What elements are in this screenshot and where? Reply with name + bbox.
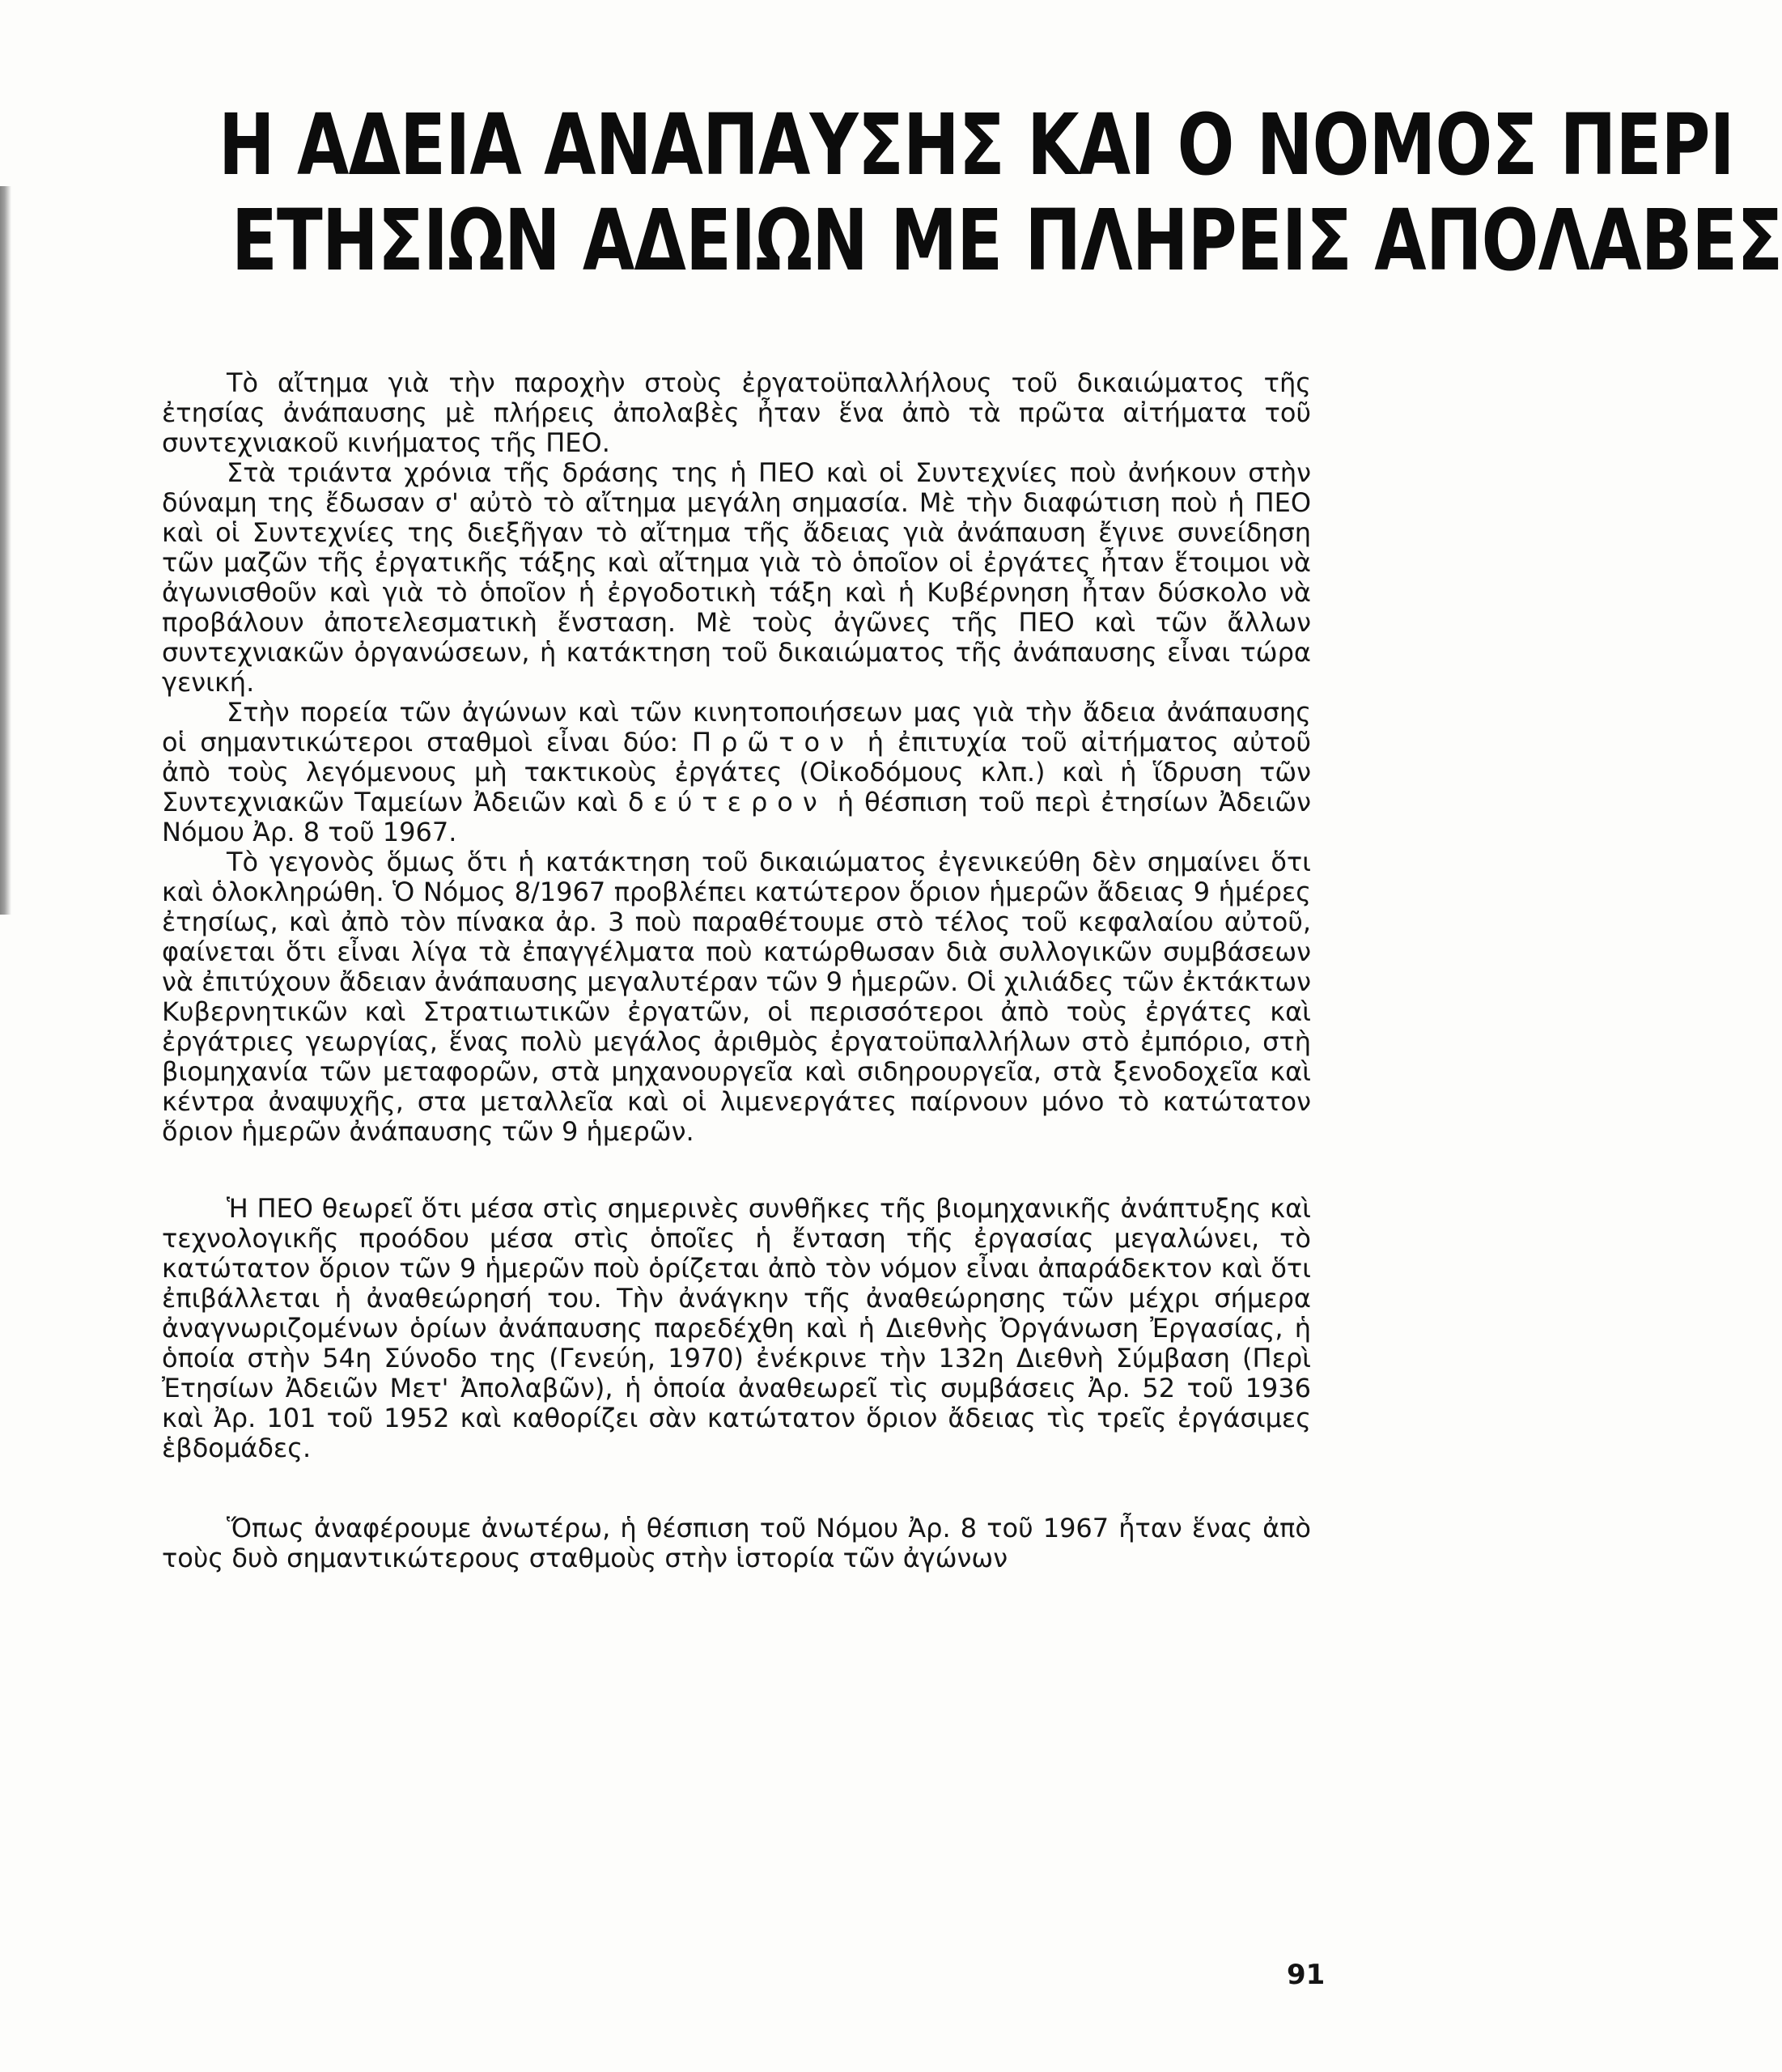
paragraph-1: Τὸ αἴτημα γιὰ τὴν παροχὴν στοὺς ἐργατοϋπαλλήλους τοῦ δικαιώματος τῆς ἐτησίας ἀνάπαυσης μὲ πλήρεις ἀπολαβὲς ἦταν ἕνα ἀπὸ τὰ πρῶτα αἰτήματα τοῦ συντεχνιακοῦ κινήματος τῆς ΠΕΟ. — [162, 367, 1311, 458]
paragraph-3-text-b: ἡ ἐπιτυχία τοῦ αἰτήματος αὐτοῦ ἀπὸ τοὺς λεγόμενους μὴ τακτικοὺς ἐργάτες (Οἰκοδόμους κλπ.) καὶ ἡ ἵδρυση τῶν Συντεχνιακῶν Ταμείων Ἀδειῶν καὶ — [162, 727, 1311, 817]
paragraph-3-text-c: ἡ θέσπιση τοῦ περὶ ἐτησίων Ἀδειῶν Νόμου Ἀρ. 8 τοῦ 1967. — [162, 787, 1312, 847]
page-title — [219, 96, 1782, 290]
paragraph-3-second-spaced: δεύτερον — [628, 787, 827, 817]
title-line-1: Η ΑΔΕΙΑ ΑΝΑΠΑΥΣΗΣ ΚΑΙ Ο ΝΟΜΟΣ ΠΕΡΙ — [219, 96, 1734, 194]
paragraph-3-text-a: Στὴν πορεία τῶν ἀγώνων καὶ τῶν κινητοποιήσεων μας γιὰ τὴν ἄδεια ἀνάπαυσης οἱ σημαντικώτεροι σταθμοὶ εἶναι δύο: — [162, 697, 1311, 758]
body-text — [162, 368, 1311, 1573]
paragraph-3-first-spaced: Πρῶτον — [692, 727, 854, 758]
paragraph-5: Ἡ ΠΕΟ θεωρεῖ ὅτι μέσα στὶς σημερινὲς συνθῆκες τῆς βιομηχανικῆς ἀνάπτυξης καὶ τεχνολογικῆς προόδου μέσα στὶς ὁποῖες ἡ ἔνταση τῆς ἐργασίας μεγαλώνει, τὸ κατώτατον ὅριον τῶν 9 ἡμερῶν ποὺ ὁρίζεται ἀπὸ τὸν νόμον εἶναι ἀπαράδεκτον καὶ ὅτι ἐπιβάλλεται ἡ ἀναθεώρησή του. Τὴν ἀνάγκην τῆς ἀναθεώρησης τῶν μέχρι σήμερα ἀναγνωριζομένων ὁρίων ἀνάπαυσης παρεδέχθη καὶ ἡ Διεθνὴς Ὀργάνωση Ἐργασίας, ἡ ὁποία στὴν 54η Σύνοδο της (Γενεύη, 1970) ἐνέκρινε τὴν 132η Διεθνὴ Σύμβαση (Περὶ Ἐτησίων Ἀδειῶν Μετ' Ἀπολαβῶν), ἡ ὁποία ἀναθεωρεῖ τὶς συμβάσεις Ἀρ. 52 τοῦ 1936 καὶ Ἀρ. 101 τοῦ 1952 καὶ καθορίζει σὰν κατώτατον ὅριον ἄδειας τὶς τρεῖς ἐργάσιμες ἑβδομάδες. — [162, 1193, 1311, 1463]
paragraph-3 — [162, 698, 1311, 847]
scan-edge-shadow — [0, 186, 11, 915]
paragraph-4: Τὸ γεγονὸς ὅμως ὅτι ἡ κατάκτηση τοῦ δικαιώματος ἐγενικεύθη δὲν σημαίνει ὅτι καὶ ὁλοκληρώθη. Ὁ Νόμος 8/1967 προβλέπει κατώτερον ὅριον ἡμερῶν ἄδειας 9 ἡμέρες ἐτησίως, καὶ ἀπὸ τὸν πίνακα ἀρ. 3 ποὺ παραθέτουμε στὸ τέλος τοῦ κεφαλαίου αὐτοῦ, φαίνεται ὅτι εἶναι λίγα τὰ ἐπαγγέλματα ποὺ κατώρθωσαν διὰ συλλογικῶν συμβάσεων νὰ ἐπιτύχουν ἄδειαν ἀνάπαυσης μεγαλυτέραν τῶν 9 ἡμερῶν. Οἱ χιλιάδες τῶν ἐκτάκτων Κυβερνητικῶν καὶ Στρατιωτικῶν ἐργατῶν, οἱ περισσότεροι ἀπὸ τοὺς ἐργάτες καὶ ἐργάτριες γεωργίας, ἕνας πολὺ μεγάλος ἀριθμὸς ἐργατοϋπαλλήλων στὸ ἐμπόριο, στὴ βιομηχανία τῶν μεταφορῶν, στὰ μηχανουργεῖα καὶ σιδηρουργεῖα, στὰ ξενοδοχεῖα καὶ κέντρα ἀναψυχῆς, στα μεταλλεῖα καὶ οἱ λιμενεργάτες παίρνουν μόνο τὸ κατώτατον ὅριον ἡμερῶν ἀνάπαυσης τῶν 9 ἡμερῶν. — [162, 847, 1311, 1147]
paragraph-2: Στὰ τριάντα χρόνια τῆς δράσης της ἡ ΠΕΟ καὶ οἱ Συντεχνίες ποὺ ἀνήκουν στὴν δύναμη της ἔδωσαν σ' αὐτὸ τὸ αἴτημα μεγάλη σημασία. Μὲ τὴν διαφώτιση ποὺ ἡ ΠΕΟ καὶ οἱ Συντεχνίες της διεξῆγαν τὸ αἴτημα τῆς ἄδειας γιὰ ἀνάπαυση ἔγινε συνείδηση τῶν μαζῶν τῆς ἐργατικῆς τάξης καὶ αἴτημα γιὰ τὸ ὁποῖον οἱ ἐργάτες ἦταν ἕτοιμοι νὰ ἀγωνισθοῦν καὶ γιὰ τὸ ὁποῖον ἡ ἐργοδοτικὴ τάξη καὶ ἡ Κυβέρνηση ἦταν δύσκολο νὰ προβάλουν ἀποτελεσματικὴ ἔνσταση. Μὲ τοὺς ἀγῶνες τῆς ΠΕΟ καὶ τῶν ἄλλων συντεχνιακῶν ὀργανώσεων, ἡ κατάκτηση τοῦ δικαιώματος τῆς ἀνάπαυσης εἶναι τώρα γενική. — [162, 457, 1311, 698]
paragraph-6: Ὅπως ἀναφέρουμε ἀνωτέρω, ἡ θέσπιση τοῦ Νόμου Ἀρ. 8 τοῦ 1967 ἦταν ἕνας ἀπὸ τοὺς δυὸ σημαντικώτερους σταθμοὺς στὴν ἱστορία τῶν ἀγώνων — [162, 1513, 1311, 1573]
page-number: 91 — [1287, 1959, 1326, 1991]
title-line-2: ΕΤΗΣΙΩΝ ΑΔΕΙΩΝ ΜΕ ΠΛΗΡΕΙΣ ΑΠΟΛΑΒΕΣ — [231, 191, 1782, 290]
